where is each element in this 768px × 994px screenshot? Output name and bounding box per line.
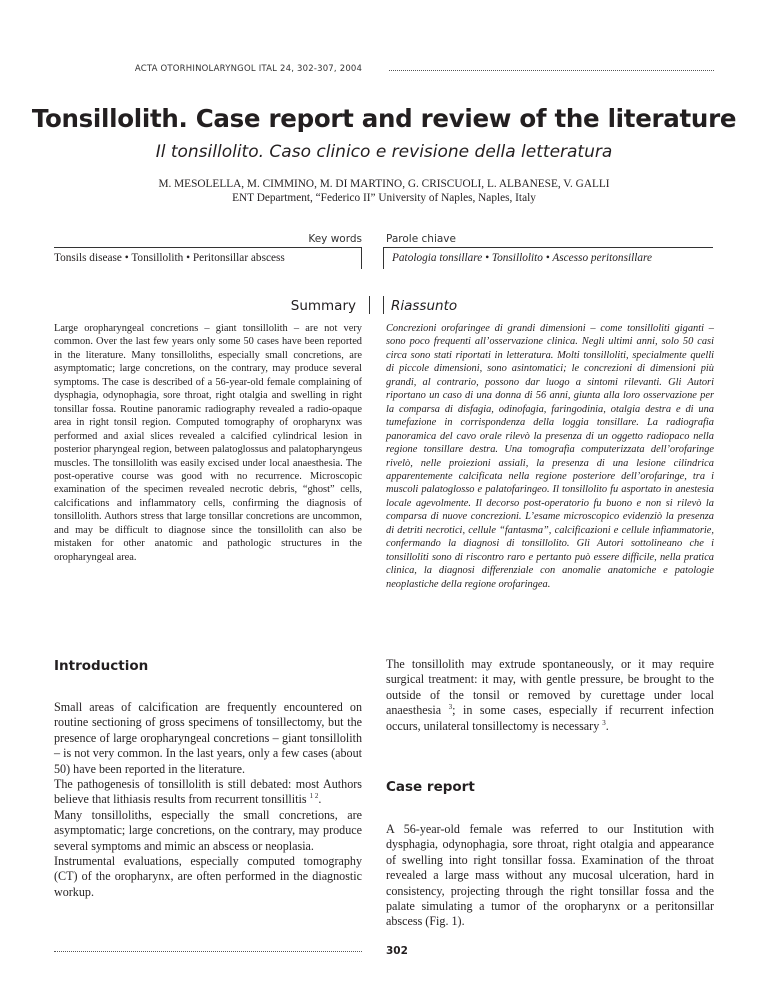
summary-heading: Summary	[290, 298, 356, 314]
parole-chiave-heading: Parole chiave	[386, 233, 456, 245]
citation-ref: 3	[448, 703, 453, 712]
keywords-heading: Key words	[308, 233, 362, 245]
summary-text: Large oropharyngeal concretions – giant tonsillolith – are not very common. Over the last few years only some 50 cases have been reported in the literature. Many tonsilloliths, especially small concretions, are asymptomatic; large concretions, on the contrary, may produce several symptoms. The case is described of a 56-year-old female complaining of dysphagia, odynophagia, sore throat, right otalgia and swelling in right tonsillar fossa. Routine panoramic radiography revealed a radio-opaque area in right tonsil region. Computed tomography of oropharynx was performed and axial slices revealed a calcified cylindrical lesion in posterior pharyngeal region, between palatoglossus and palatopharyngeus muscles. The tonsillolith was easily excised under local anaesthesia. The post-operative course was good with no recurrence. Microscopic examination of the specimen revealed necrotic debris, “ghost” cells, calcifications and inflammatory cells, confirming the diagnosis of tonsillolith. Authors stress that large tonsillar concretions are uncommon, and may be difficult to diagnose since the tonsillolith can also be mistaken for other anatomic and pathologic structures in the oropharyngeal area.	[54, 323, 362, 563]
article-title: Tonsillolith. Case report and review of the literature	[31, 104, 737, 133]
author-affiliation: ENT Department, “Federico II” University of Naples, Naples, Italy	[232, 192, 536, 204]
journal-citation: ACTA OTORHINOLARYNGOL ITAL 24, 302-307, 2004	[134, 64, 363, 74]
footer-rule	[54, 951, 362, 952]
case-report-body	[386, 822, 714, 930]
riassunto-text: Concrezioni orofaringee di grandi dimensioni – come tonsilloliti giganti – sono poco frequenti all’osservazione clinica. Negli ultimi anni, solo 50 casi circa sono stati riportati in letteratura. Molti tonsilloliti, specialmente quelli di piccole dimensioni, sono asintomatici; le concrezioni di dimensioni più grandi, al contrario, possono dar luogo a sintomi rilevanti. Gli Autori riportano un caso di una donna di 56 anni, giunta alla loro osservazione per la comparsa di disfagia, odinofagia, faringodinia, otalgia destra e di una tumefazione in corrispondenza della loggia tonsillare. La radiografia panoramica del cavo orale rilevò la presenza di un oggetto radiopaco nella regione tonsillare destra. Una tomografia computerizzata dell’orofaringe rivelò, nelle proiezioni assiali, la presenza di una lesione cilindrica apparentemente calcificata nella regione posteriore dell’orofaringe, tra i muscoli palatoglosso e palatofaringeo. Il tonsillolito fu asportato in anestesia locale agevolmente. Il decorso post-operatorio fu buono e non si rilevò la comparsa di nuove concrezioni. L’esame microscopico evidenziò la presenza di detriti necrotici, cellule “fantasma”, calcificazioni e cellule infiammatorie, confermando la diagnosi di tonsillolito. Gli Autori sottolineano che i tonsilloliti sono di riscontro raro e pertanto può essere difficile, nella pratica clinica, la diagnosi differenziale con anomalie anatomiche e patologie neoplastiche della regione orofaringea.	[386, 323, 714, 590]
keywords-text: Tonsils disease • Tonsillolith • Peritonsillar abscess	[54, 252, 285, 264]
header-rule	[389, 70, 714, 71]
parole-chiave-text: Patologia tonsillare • Tonsillolito • Ascesso peritonsillare	[392, 252, 653, 264]
citation-ref: 1 2	[309, 792, 319, 801]
introduction-paragraph: Instrumental evaluations, especially computed tomography (CT) of the oropharynx, are often performed in the diagnostic workup.	[54, 854, 362, 899]
page-number: 302	[386, 945, 408, 957]
case-report-heading: Case report	[386, 779, 475, 795]
introduction-continued	[386, 657, 714, 734]
article-subtitle-italian: Il tonsillolito. Caso clinico e revisione della letteratura	[155, 142, 613, 162]
introduction-paragraph: The tonsillolith may extrude spontaneously, or it may require surgical treatment: it may, with gentle pressure, be brought to the outside of the tonsil or removed by curettage under local anaesthesia $^3$; in some cases, especially if recurrent infection occurs, unilateral tonsillectomy is necessary $^3$.	[386, 657, 714, 733]
introduction-paragraph: Small areas of calcification are frequently encountered on routine sectioning of gross specimens of tonsillectomy, but the presence of large oropharyngeal concretions – giant tonsillolith – is not very common. In the last years, only a few cases (about 50) have been reported in the literature.	[54, 700, 362, 776]
summary-divider	[369, 296, 370, 314]
introduction-paragraph: Many tonsilloliths, especially the small concretions, are asymptomatic; large concretions, on the contrary, may produce several symptoms and mimic an abscess or neoplasia.	[54, 807, 362, 853]
introduction-body	[54, 700, 362, 900]
riassunto-divider	[383, 296, 384, 314]
author-list: M. MESOLELLA, M. CIMMINO, M. DI MARTINO, G. CRISCUOLI, L. ALBANESE, V. GALLI	[158, 178, 610, 190]
case-report-paragraph: A 56-year-old female was referred to our Institution with dysphagia, odynophagia, sore throat, right otalgia and appearance of swelling into right tonsillar fossa. Examination of the throat revealed a large mass without any mucosal ulceration, hard in consistency, projecting through the right tonsillar fossa and the palate simulating a tumor of the oropharynx or a peritonsillar abscess (Fig. 1).	[386, 822, 714, 929]
introduction-heading: Introduction	[54, 658, 149, 674]
introduction-paragraph: The pathogenesis of tonsillolith is still debated: most Authors believe that lithiasis results from recurrent tonsillitis $^{1 2}$.	[54, 777, 362, 807]
citation-ref: 3	[602, 718, 606, 727]
riassunto-heading: Riassunto	[391, 298, 458, 314]
